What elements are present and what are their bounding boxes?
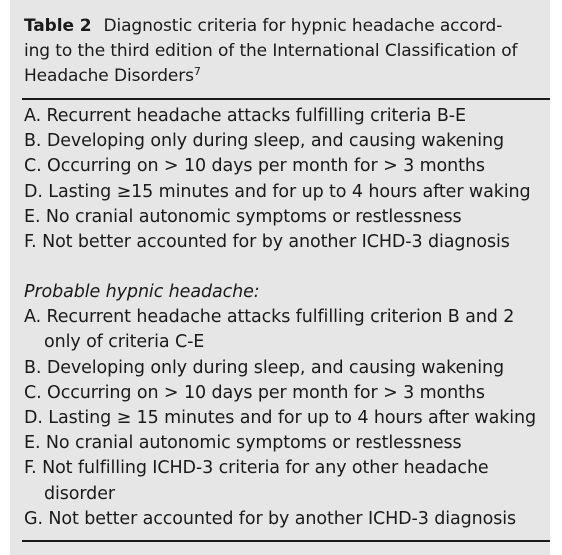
probable-criterion-f: F. Not fulfilling ICHD-3 criteria for any other headache <box>24 458 489 479</box>
probable-criterion-d: D. Lasting ≥ 15 minutes and for up to 4 hours after waking <box>24 408 536 429</box>
criterion-a: A. Recurrent headache attacks fulfilling criteria B-E <box>24 106 466 126</box>
criterion-b: B. Developing only during sleep, and causing wakening <box>24 131 504 152</box>
caption-line-2: ing to the third edition of the International Classification of <box>24 41 518 61</box>
probable-criterion-a-cont: only of criteria C-E <box>44 332 205 353</box>
probable-criterion-f-cont: disorder <box>44 483 115 504</box>
criterion-f: F. Not better accounted for by another ICHD-3 diagnosis <box>24 232 510 253</box>
criterion-c: C. Occurring on > 10 days per month for > 3 months <box>24 156 485 177</box>
caption-line-3: Headache Disorders$^7$ <box>24 65 201 86</box>
probable-criterion-e: E. No cranial autonomic symptoms or restlessness <box>24 433 462 454</box>
probable-criterion-a: A. Recurrent headache attacks fulfilling criterion B and 2 <box>24 307 515 328</box>
top-rule <box>22 98 550 100</box>
criterion-d: D. Lasting ≥15 minutes and for up to 4 hours after waking <box>24 181 531 202</box>
bottom-rule <box>22 540 550 542</box>
table-label: Table 2 <box>24 16 92 36</box>
reference-superscript: 7 <box>193 65 201 78</box>
criterion-e: E. No cranial autonomic symptoms or restlessness <box>24 206 462 227</box>
probable-criterion-c: C. Occurring on > 10 days per month for > 3 months <box>24 382 485 403</box>
probable-criterion-g: G. Not better accounted for by another ICHD-3 diagnosis <box>24 508 517 529</box>
criteria-list <box>24 104 550 255</box>
probable-criteria-list <box>24 280 550 532</box>
table-caption <box>24 14 550 89</box>
probable-criterion-b: B. Developing only during sleep, and causing wakening <box>24 357 504 378</box>
probable-heading: Probable hypnic headache: <box>24 282 260 302</box>
caption-line-1: Table 2 Diagnostic criteria for hypnic headache accord- <box>24 16 503 36</box>
